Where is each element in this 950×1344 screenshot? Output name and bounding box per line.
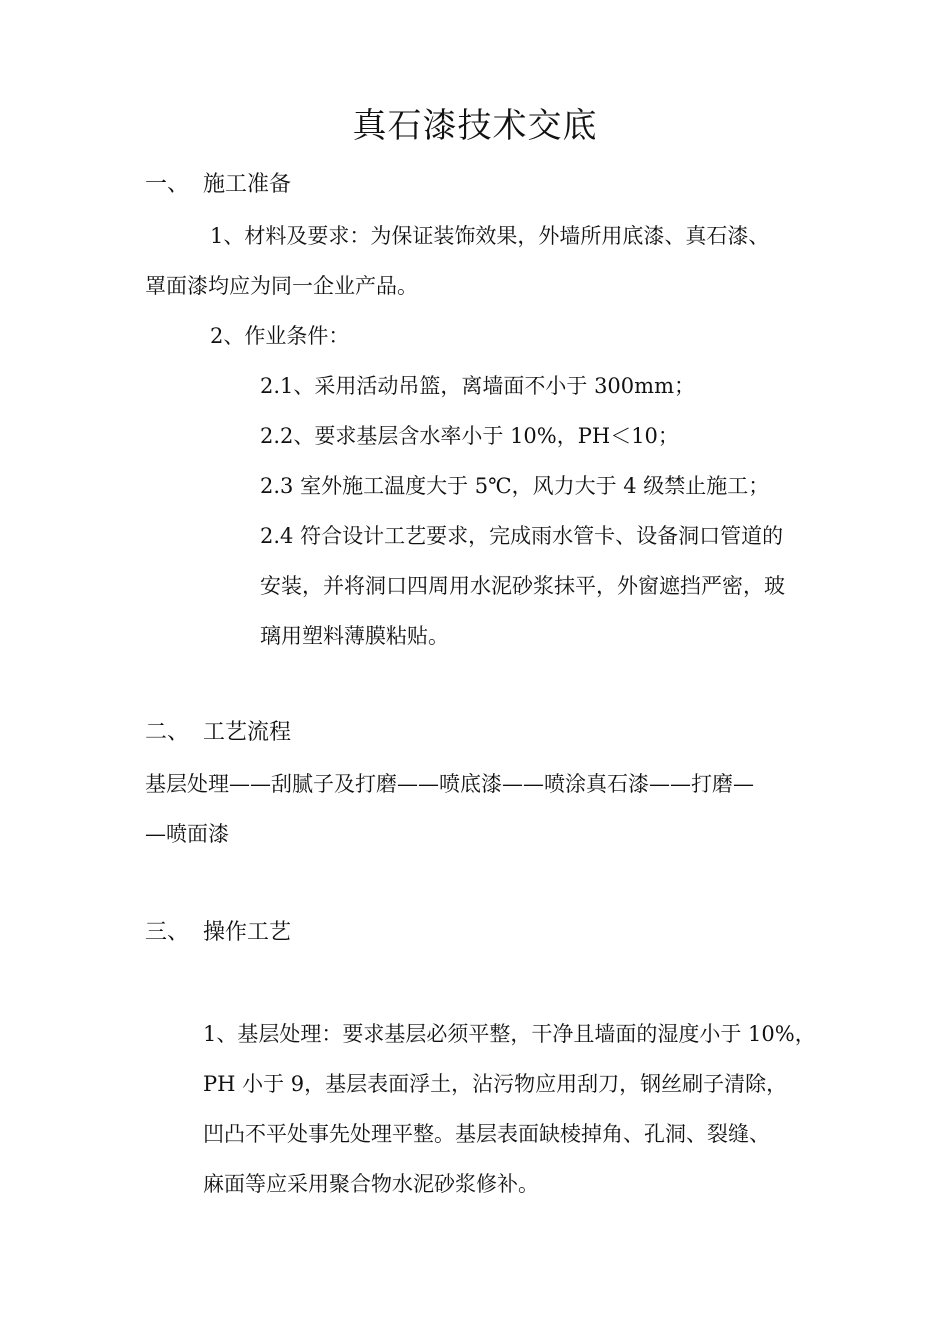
paragraph-line: —喷面漆 <box>145 822 229 846</box>
paragraph-line: 罩面漆均应为同一企业产品。 <box>145 274 418 298</box>
section-heading-3 <box>145 919 291 947</box>
paragraph-line: 安装，并将洞口四周用水泥砂浆抹平，外窗遮挡严密，玻 <box>260 574 785 598</box>
section-title-3: 操作工艺 <box>203 920 292 945</box>
paragraph-line: 2.4 符合设计工艺要求，完成雨水管卡、设备洞口管道的 <box>260 524 784 548</box>
section-number-2: 二、 <box>145 720 190 745</box>
paragraph-line: 2.3 室外施工温度大于 5℃，风力大于 4 级禁止施工； <box>260 474 770 498</box>
paragraph-line: 麻面等应采用聚合物水泥砂浆修补。 <box>203 1172 539 1196</box>
paragraph-line: 2、作业条件： <box>210 324 350 348</box>
paragraph-line: 2.1、采用活动吊篮，离墙面不小于 300mm； <box>260 374 695 398</box>
section-number-3: 三、 <box>145 920 190 945</box>
document-title: 真石漆技术交底 <box>352 106 598 146</box>
section-title-2: 工艺流程 <box>203 720 292 745</box>
section-heading-1 <box>145 171 291 199</box>
section-title-1: 施工准备 <box>203 172 292 197</box>
paragraph-line: 基层处理——刮腻子及打磨——喷底漆——喷涂真石漆——打磨— <box>145 772 754 796</box>
paragraph-line: 2.2、要求基层含水率小于 10%，PH＜10； <box>260 424 679 448</box>
paragraph-line: 1、材料及要求：为保证装饰效果，外墙所用底漆、真石漆、 <box>210 224 770 248</box>
section-number-1: 一、 <box>145 172 190 197</box>
paragraph-line: PH 小于 9，基层表面浮土，沾污物应用刮刀，钢丝刷子清除， <box>203 1072 788 1096</box>
section-heading-2 <box>145 719 291 747</box>
paragraph-line: 凹凸不平处事先处理平整。基层表面缺棱掉角、孔洞、裂缝、 <box>203 1122 770 1146</box>
paragraph-line: 1、基层处理：要求基层必须平整，干净且墙面的湿度小于 10%， <box>203 1022 816 1046</box>
paragraph-line: 璃用塑料薄膜粘贴。 <box>260 624 449 648</box>
